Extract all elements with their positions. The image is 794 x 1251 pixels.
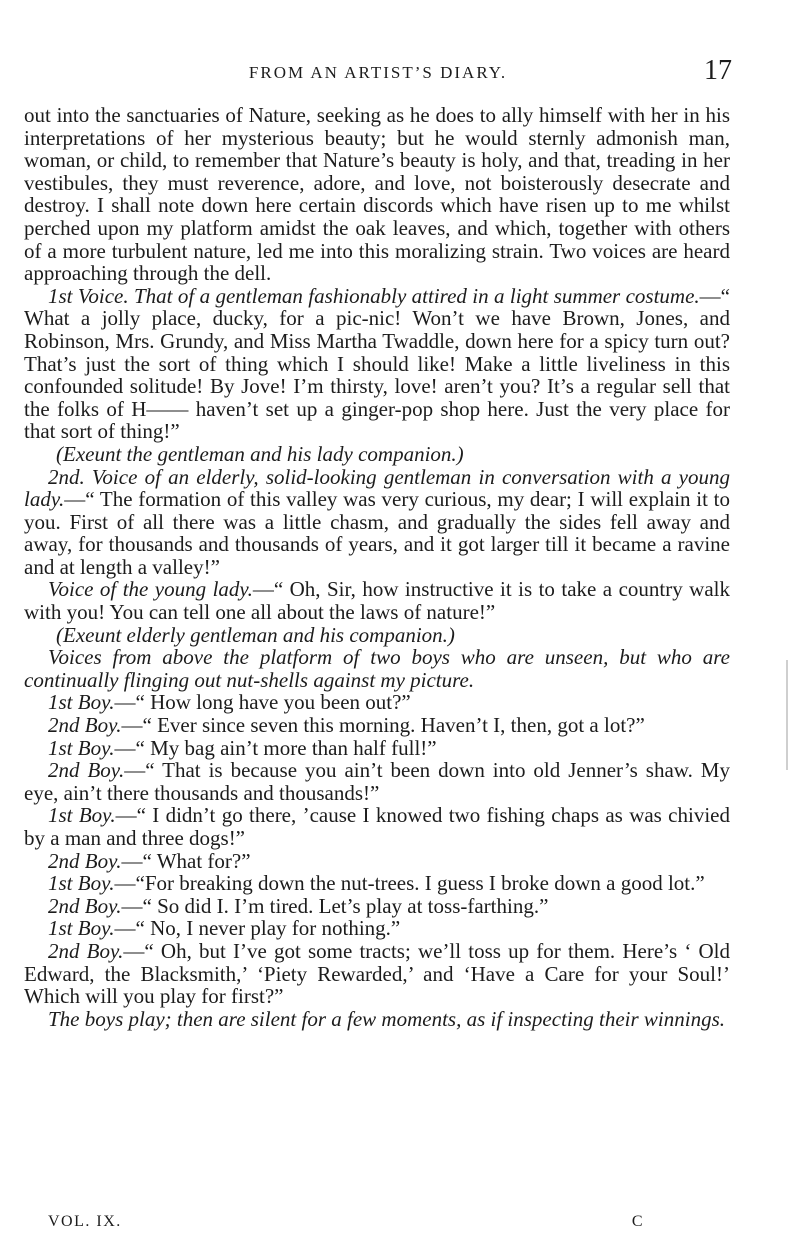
text-run: —“ What for?” [121,848,251,873]
italic-text: 2nd Boy. [48,758,125,783]
italic-text: The boys play; then are silent for a few moments, as if inspecting their winnings. [48,1006,726,1031]
italic-text: 2nd. Voice of an elderly, solid-looking gentleman in conversation with a young lady. [24,464,730,512]
text-run: —“ Oh, but I’ve got some tracts; we’ll toss up for them. Here’s ‘ Old Edward, the Blacksmith,’ ‘Piety Rewarded,’ and ‘Have a Care for your Soul!’ Which will you play for first?” [24,938,730,1009]
text-run: —“ How long have you been out?” [114,690,411,715]
paragraph [24,466,730,579]
italic-text: 2nd Boy. [48,713,122,738]
signature-mark: C [631,1213,644,1230]
paragraph [24,285,730,443]
text-run: —“ That is because you ain’t been down into old Jenner’s shaw. My eye, ain’t there thousands and thousands!” [24,758,730,805]
page-header [24,55,732,91]
paragraph [24,1008,730,1031]
italic-text: 1st Boy. [48,916,115,941]
italic-text: 2nd Boy. [48,893,122,918]
paragraph [24,872,730,895]
italic-text: 1st Boy. [48,803,116,828]
italic-text: Voice of the young lady. [48,577,253,602]
italic-text: 1st Boy. [48,690,115,715]
paragraph [24,714,730,737]
paragraph [24,578,730,623]
page-number: 17 [704,55,732,86]
text-run: —“ I didn’t go there, ’cause I knowed two fishing chaps as was chivied by a man and three dogs!” [24,803,730,850]
running-head: FROM AN ARTIST’S DIARY. [248,63,508,82]
italic-text: 1st Boy. [48,871,115,896]
paragraph [24,624,730,647]
paragraph [24,737,730,760]
volume-label: VOL. IX. [48,1213,122,1230]
text-run: —“For breaking down the nut-trees. I guess I broke down a good lot.” [114,871,705,896]
page-edge-line [786,660,788,770]
paragraph [24,104,730,285]
text-run: —“ Oh, Sir, how instructive it is to take a country walk with you! You can tell one all about the laws of nature!” [24,577,730,625]
text-run: —“ So did I. I’m tired. Let’s play at toss-farthing.” [121,893,549,918]
paragraph [24,895,730,918]
paragraph [24,940,730,1008]
text-run: —“ Ever since seven this morning. Haven’t I, then, got a lot?” [121,713,645,738]
paragraph [24,804,730,849]
text-run: —“ No, I never play for nothing.” [114,916,401,941]
italic-text: (Exeunt elderly gentleman and his companion.) [56,622,455,647]
paragraph [24,646,730,691]
paragraph [24,759,730,804]
paragraph [24,443,730,466]
text-run: —“ My bag ain’t more than half full!” [114,735,437,760]
italic-text: 1st Boy. [48,735,115,760]
body-text [24,104,730,1030]
text-run: out into the sanctuaries of Nature, seeking as he does to ally himself with her in his interpretations of her mysterious beauty; but he would sternly admonish man, woman, or child, to remember that Nature’s beauty is holy, and that, treading in her vestibules, they must reverence, adore, and love, not boisterously desecrate and destroy. I shall note down here certain discords which have risen up to me whilst perched upon my platform amidst the oak leaves, and which, together with others of a more turbulent nature, led me into this moralizing strain. Two voices are heard approaching through the dell. [24,103,730,286]
italic-text: 2nd Boy. [48,938,124,963]
paragraph [24,917,730,940]
paragraph [24,850,730,873]
text-run: —“ The formation of this valley was very curious, my dear; I will explain it to you. First of all there was a little chasm, and gradually the sides fell away and away, for thousands and thousands of years, and it got larger till it became a ravine and at length a valley!” [24,487,730,579]
paragraph [24,691,730,714]
text-run: —“ What a jolly place, ducky, for a pic-nic! Won’t we have Brown, Jones, and Robinson, Mrs. Grundy, and Miss Martha Twaddle, down here for a spicy turn out? That’s just the sort of thing which I should like! Make a little liveliness in this confounded solitude! By Jove! I’m thirsty, love! aren’t you? It’s a regular sell that the folks of H—— haven’t set up a ginger-pop shop here. Just the very place for that sort of thing!” [24,283,730,444]
page-footer [48,1213,644,1237]
italic-text: Voices from above the platform of two boys who are unseen, but who are continually flinging out nut-shells against my picture. [24,645,730,692]
italic-text: 2nd Boy. [48,848,122,873]
italic-text: (Exeunt the gentleman and his lady companion.) [56,441,464,466]
italic-text: 1st Voice. That of a gentleman fashionably attired in a light summer costume. [48,283,700,308]
